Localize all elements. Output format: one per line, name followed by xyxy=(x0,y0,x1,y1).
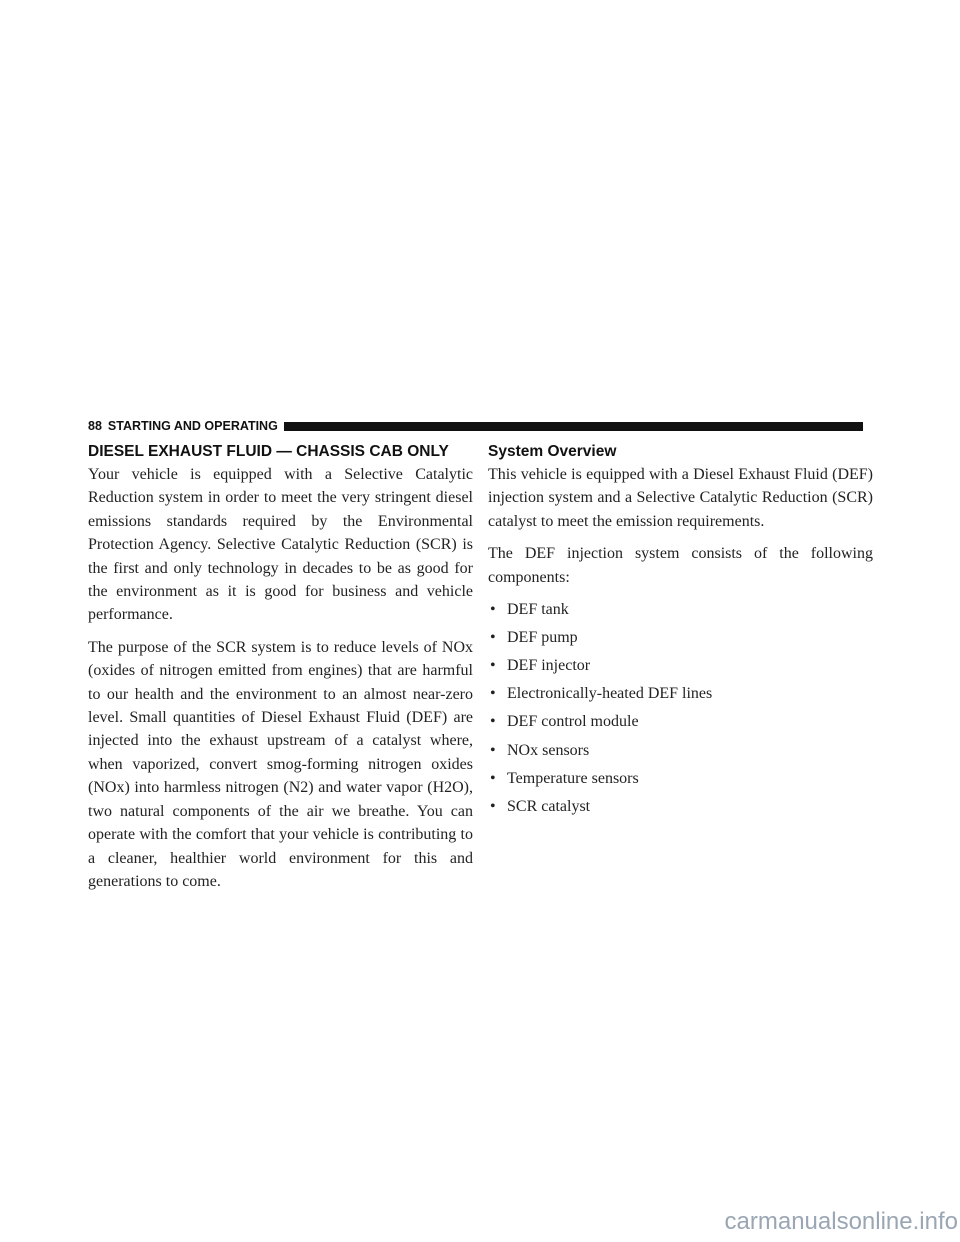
section-title: STARTING AND OPERATING xyxy=(107,419,278,433)
bullet-icon: • xyxy=(490,713,496,731)
list-item xyxy=(488,795,873,818)
intro-paragraph: Your vehicle is equipped with a Selective Catalytic Reduction system in order to meet the very stringent diesel emissions standards required by the Environmental Protection Agency. Selective Catalytic Reduction (SCR) is the first and only technology in decades to be as good for the environment as it is good for business and vehicle performance. xyxy=(88,466,473,624)
list-item-text: DEF pump xyxy=(507,629,578,647)
list-item xyxy=(488,710,873,733)
bullet-icon: • xyxy=(490,797,496,815)
bullet-icon: • xyxy=(490,629,496,647)
page-header xyxy=(88,419,863,433)
list-item-text: DEF injector xyxy=(507,657,591,675)
scr-purpose-paragraph: The purpose of the SCR system is to reduce levels of NOx (oxides of nitrogen emitted from engines) that are harmful to our health and the environment to an almost near-zero level. Small quantities of Diesel Exhaust Fluid (DEF) are injected into the exhaust upstream of a catalyst where, when vaporized, convert smog-forming nitrogen oxides (NOx) into harmless nitrogen (N2) and water vapor (H2O), two natural components of the air we breathe. You can operate with the comfort that your vehicle is contributing to a cleaner, healthier world environment for this and generations to come. xyxy=(88,638,473,890)
list-item-text: Temperature sensors xyxy=(507,769,639,787)
components-list xyxy=(488,598,873,818)
bullet-icon: • xyxy=(490,741,496,759)
left-column xyxy=(88,443,473,902)
def-heading: DIESEL EXHAUST FLUID — CHASSIS CAB ONLY xyxy=(88,443,449,460)
bullet-icon: • xyxy=(490,601,496,619)
list-item xyxy=(488,598,873,621)
list-item xyxy=(488,739,873,762)
bullet-icon: • xyxy=(490,685,496,703)
system-overview-heading: System Overview xyxy=(488,443,617,460)
list-item-text: SCR catalyst xyxy=(507,797,591,815)
list-item-text: DEF tank xyxy=(507,601,569,619)
list-item xyxy=(488,654,873,677)
list-item-text: DEF control module xyxy=(507,713,639,731)
list-item xyxy=(488,767,873,790)
list-item-text: Electronically-heated DEF lines xyxy=(507,685,713,703)
system-overview-paragraph: This vehicle is equipped with a Diesel Exhaust Fluid (DEF) injection system and a Selective Catalytic Reduction (SCR) catalyst to meet the emission requirements. xyxy=(488,466,873,530)
watermark: carmanualsonline.info xyxy=(724,1208,958,1235)
page-number: 88 xyxy=(88,419,102,433)
header-rule xyxy=(284,422,863,431)
right-column xyxy=(488,443,873,823)
components-intro-paragraph: The DEF injection system consists of the following components: xyxy=(488,545,873,586)
list-item-text: NOx sensors xyxy=(507,741,590,759)
list-item xyxy=(488,682,873,705)
list-item xyxy=(488,626,873,649)
bullet-icon: • xyxy=(490,657,496,675)
bullet-icon: • xyxy=(490,769,496,787)
